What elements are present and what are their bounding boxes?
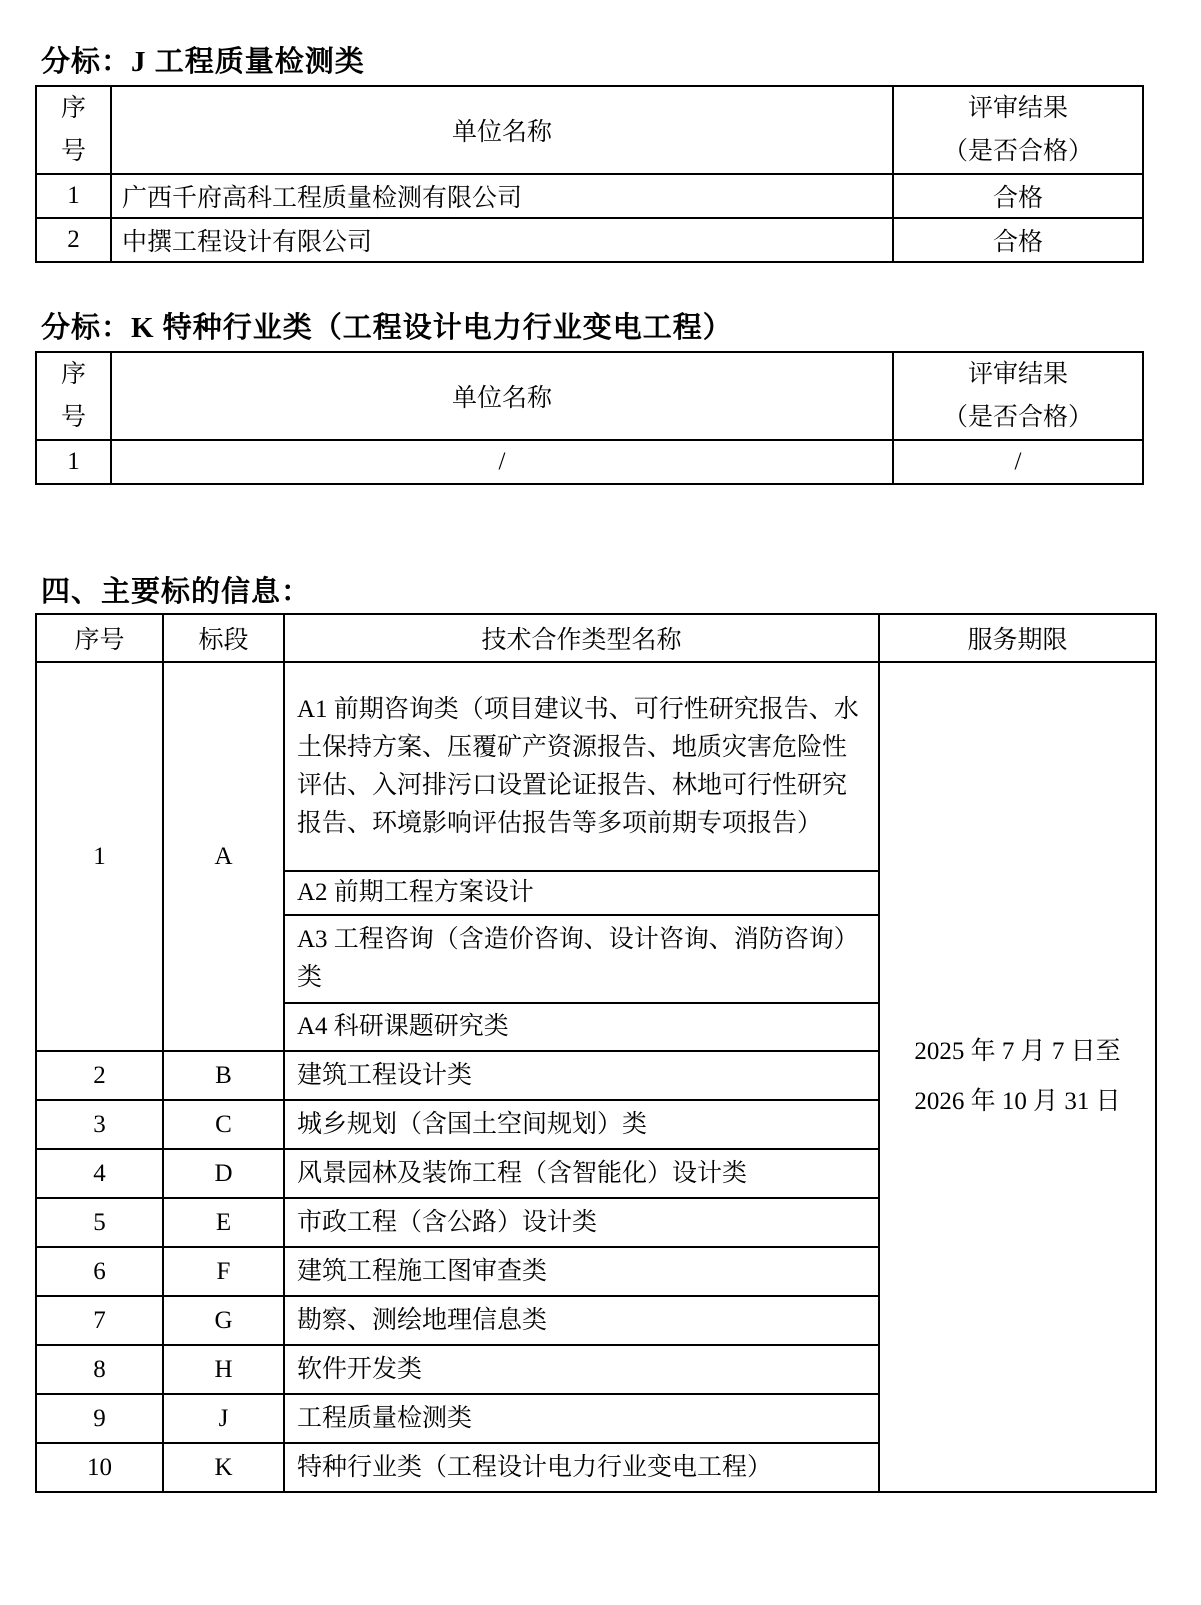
section-k-title: 分标：K 特种行业类（工程设计电力行业变电工程） [41,312,733,344]
result-cell: 合格 [893,218,1143,262]
seq-cell: 6 [36,1247,163,1296]
table-header-row [36,614,1156,662]
lot-cell: H [163,1345,284,1394]
seq-cell: 8 [36,1345,163,1394]
seq-cell: 1 [36,662,163,1051]
lot-cell: J [163,1394,284,1443]
header-review-result-line2: （是否合格） [942,404,1093,431]
main-info-table [35,613,1157,1493]
header-seq [36,86,111,174]
seq-cell: 5 [36,1198,163,1247]
type-cell: 城乡规划（含国土空间规划）类 [284,1100,879,1149]
type-cell: A4 科研课题研究类 [284,1003,879,1051]
document-page [0,44,1201,1605]
type-cell: 勘察、测绘地理信息类 [284,1296,879,1345]
seq-cell: 9 [36,1394,163,1443]
header-seq: 序号 [36,614,163,662]
header-lot: 标段 [163,614,284,662]
header-review-result-line1: 评审结果 [967,361,1068,388]
result-cell: 合格 [893,174,1143,218]
header-review-result [893,352,1143,440]
header-review-result-line1: 评审结果 [967,95,1068,122]
lot-cell: G [163,1296,284,1345]
seq-cell: 7 [36,1296,163,1345]
lot-cell: D [163,1149,284,1198]
type-cell: 工程质量检测类 [284,1394,879,1443]
header-review-result-line2: （是否合格） [942,138,1093,165]
seq-cell: 3 [36,1100,163,1149]
header-company-name: 单位名称 [111,86,893,174]
type-cell: A2 前期工程方案设计 [284,871,879,915]
type-cell: 市政工程（含公路）设计类 [284,1198,879,1247]
company-name-cell: 广西千府高科工程质量检测有限公司 [111,174,893,218]
seq-cell: 4 [36,1149,163,1198]
type-cell: 风景园林及装饰工程（含智能化）设计类 [284,1149,879,1198]
review-table-k [35,351,1144,485]
company-name-cell: / [111,440,893,484]
service-period-line2: 2026 年 10 月 31 日 [914,1088,1121,1115]
main-info-title: 四、主要标的信息： [41,576,312,608]
lot-cell: F [163,1247,284,1296]
table-row [36,218,1143,262]
header-period: 服务期限 [879,614,1156,662]
header-seq-label: 序号 [60,361,86,431]
table-header-row [36,86,1143,174]
table-row [36,662,1156,871]
type-cell: 特种行业类（工程设计电力行业变电工程） [284,1443,879,1492]
header-review-result [893,86,1143,174]
company-name-cell: 中撰工程设计有限公司 [111,218,893,262]
seq-cell: 1 [36,174,111,218]
lot-cell: C [163,1100,284,1149]
lot-cell: A [163,662,284,1051]
section-j-title: 分标：J 工程质量检测类 [41,46,365,78]
result-cell: / [893,440,1143,484]
header-company-name: 单位名称 [111,352,893,440]
seq-cell: 10 [36,1443,163,1492]
seq-cell: 2 [36,1051,163,1100]
type-cell: 软件开发类 [284,1345,879,1394]
table-header-row [36,352,1143,440]
lot-cell: B [163,1051,284,1100]
type-cell: A3 工程咨询（含造价咨询、设计咨询、消防咨询）类 [284,915,879,1003]
lot-cell: E [163,1198,284,1247]
table-row [36,440,1143,484]
table-row [36,174,1143,218]
header-type: 技术合作类型名称 [284,614,879,662]
service-period-line1: 2025 年 7 月 7 日至 [914,1038,1121,1065]
lot-cell: K [163,1443,284,1492]
type-cell: A1 前期咨询类（项目建议书、可行性研究报告、水土保持方案、压覆矿产资源报告、地质灾害危险性评估、入河排污口设置论证报告、林地可行性研究报告、环境影响评估报告等多项前期专项报告） [284,662,879,871]
type-cell: 建筑工程施工图审查类 [284,1247,879,1296]
header-seq-label: 序号 [60,95,86,165]
seq-cell: 2 [36,218,111,262]
header-seq [36,352,111,440]
type-cell: 建筑工程设计类 [284,1051,879,1100]
seq-cell: 1 [36,440,111,484]
service-period-cell [879,662,1156,1492]
review-table-j [35,85,1144,263]
